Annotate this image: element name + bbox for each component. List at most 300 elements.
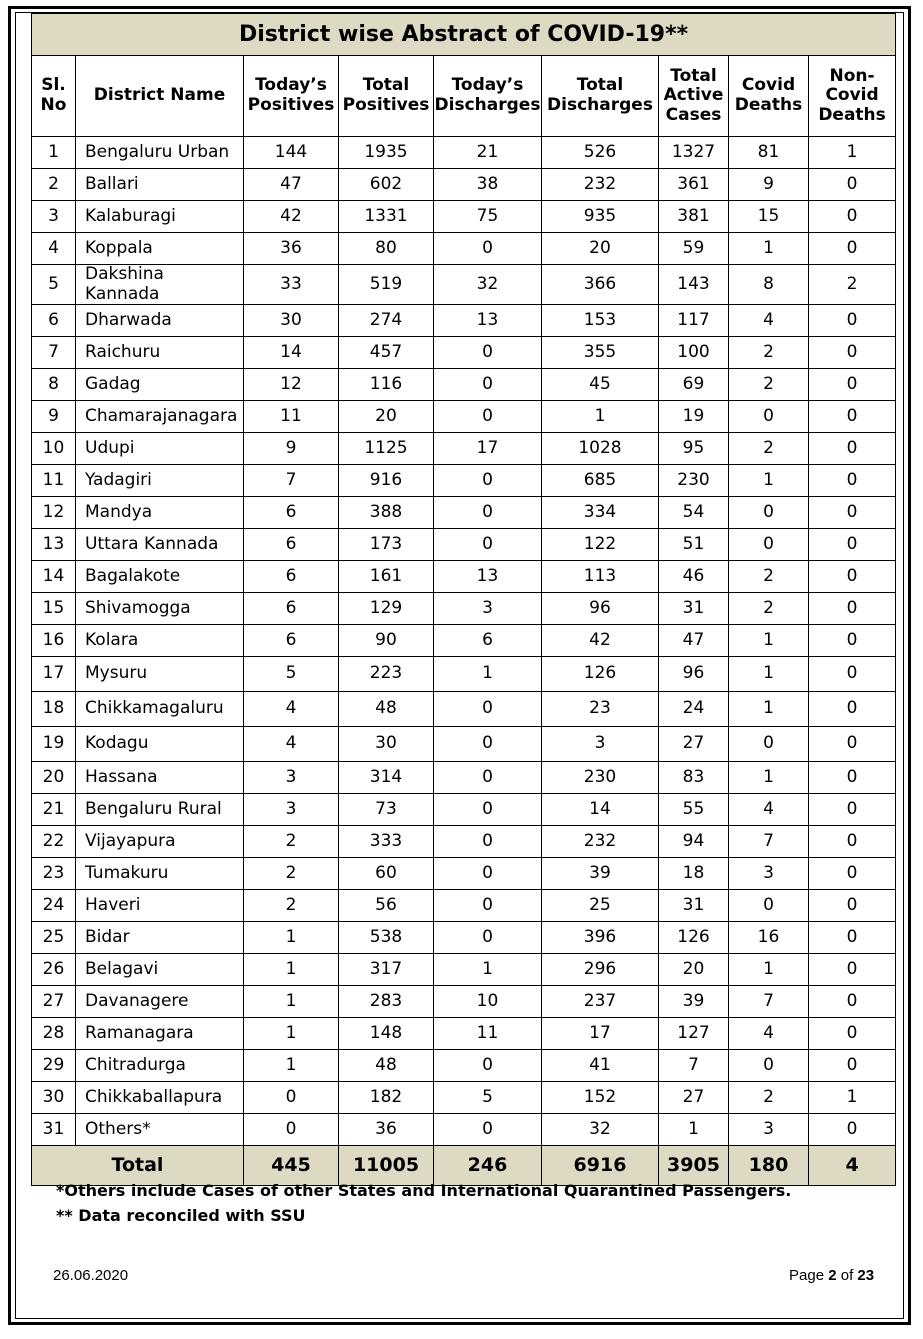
table-cell: 48 <box>339 692 434 727</box>
table-row <box>32 465 896 497</box>
table-cell: 0 <box>434 337 542 369</box>
table-cell: 30 <box>339 727 434 762</box>
table-cell: 6 <box>244 497 339 529</box>
table-cell: 0 <box>434 233 542 265</box>
total-cell: 3905 <box>659 1146 729 1186</box>
table-cell: 4 <box>32 233 76 265</box>
table-cell: 45 <box>542 369 659 401</box>
table-cell: 11 <box>244 401 339 433</box>
table-cell: 83 <box>659 762 729 794</box>
table-cell: 42 <box>244 201 339 233</box>
table-cell: 54 <box>659 497 729 529</box>
table-cell: 1331 <box>339 201 434 233</box>
table-cell: 126 <box>659 922 729 954</box>
table-cell: 1 <box>809 1082 896 1114</box>
table-cell: 126 <box>542 657 659 692</box>
table-cell: 0 <box>434 762 542 794</box>
table-cell: 48 <box>339 1050 434 1082</box>
table-cell: 0 <box>434 794 542 826</box>
table-row <box>32 890 896 922</box>
table-row <box>32 692 896 727</box>
report-date: 26.06.2020 <box>53 1267 129 1284</box>
table-cell: Kolara <box>76 625 244 657</box>
table-cell: 8 <box>729 265 809 305</box>
total-cell: 445 <box>244 1146 339 1186</box>
table-cell: 3 <box>729 1114 809 1146</box>
table-cell: 237 <box>542 986 659 1018</box>
table-cell: 17 <box>434 433 542 465</box>
table-cell: 33 <box>244 265 339 305</box>
table-cell: 144 <box>244 137 339 169</box>
table-cell: 90 <box>339 625 434 657</box>
total-cell: 11005 <box>339 1146 434 1186</box>
table-cell: 161 <box>339 561 434 593</box>
table-cell: 7 <box>729 986 809 1018</box>
table-cell: 388 <box>339 497 434 529</box>
table-cell: 7 <box>244 465 339 497</box>
table-cell: 36 <box>244 233 339 265</box>
table-cell: 148 <box>339 1018 434 1050</box>
table-cell: 122 <box>542 529 659 561</box>
table-cell: 0 <box>809 657 896 692</box>
table-row <box>32 201 896 233</box>
table-row <box>32 625 896 657</box>
table-cell: 4 <box>244 692 339 727</box>
table-cell: 6 <box>244 561 339 593</box>
table-cell: 17 <box>542 1018 659 1050</box>
table-cell: 519 <box>339 265 434 305</box>
table-row <box>32 1114 896 1146</box>
table-row <box>32 1018 896 1050</box>
table-cell: Hassana <box>76 762 244 794</box>
table-cell: 1 <box>542 401 659 433</box>
header-todays-discharges: Today’s Discharges <box>434 56 542 137</box>
table-cell: 230 <box>659 465 729 497</box>
total-cell: 4 <box>809 1146 896 1186</box>
table-cell: 39 <box>659 986 729 1018</box>
table-cell: 0 <box>809 169 896 201</box>
table-row <box>32 265 896 305</box>
table-cell: 152 <box>542 1082 659 1114</box>
table-cell: 7 <box>729 826 809 858</box>
table-cell: 30 <box>244 305 339 337</box>
table-cell: 24 <box>659 692 729 727</box>
table-cell: 31 <box>659 593 729 625</box>
table-cell: 10 <box>434 986 542 1018</box>
table-cell: 355 <box>542 337 659 369</box>
header-total-positives: Total Positives <box>339 56 434 137</box>
table-cell: Uttara Kannada <box>76 529 244 561</box>
table-cell: 1 <box>244 922 339 954</box>
table-cell: Raichuru <box>76 337 244 369</box>
table-cell: 3 <box>32 201 76 233</box>
table-cell: 2 <box>729 337 809 369</box>
table-cell: 100 <box>659 337 729 369</box>
total-cell: 246 <box>434 1146 542 1186</box>
table-row <box>32 561 896 593</box>
table-cell: Belagavi <box>76 954 244 986</box>
table-cell: 13 <box>32 529 76 561</box>
table-cell: 5 <box>434 1082 542 1114</box>
table-cell: 12 <box>32 497 76 529</box>
total-cell: 6916 <box>542 1146 659 1186</box>
table-cell: 8 <box>32 369 76 401</box>
table-cell: 232 <box>542 826 659 858</box>
table-cell: 13 <box>434 305 542 337</box>
table-cell: 0 <box>244 1082 339 1114</box>
table-row <box>32 954 896 986</box>
table-row <box>32 337 896 369</box>
table-row <box>32 593 896 625</box>
total-cell: 180 <box>729 1146 809 1186</box>
table-cell: 0 <box>809 625 896 657</box>
table-row <box>32 497 896 529</box>
table-cell: 21 <box>32 794 76 826</box>
table-cell: 32 <box>434 265 542 305</box>
table-cell: 2 <box>809 265 896 305</box>
table-cell: 1 <box>729 465 809 497</box>
table-cell: 117 <box>659 305 729 337</box>
total-label: Total <box>32 1146 244 1186</box>
header-todays-positives: Today’s Positives <box>244 56 339 137</box>
table-cell: 95 <box>659 433 729 465</box>
page-prefix: Page <box>789 1267 825 1284</box>
table-cell: Shivamogga <box>76 593 244 625</box>
table-cell: 2 <box>32 169 76 201</box>
page-current: 2 <box>828 1267 837 1284</box>
table-cell: 6 <box>244 593 339 625</box>
table-row <box>32 401 896 433</box>
table-cell: 1 <box>659 1114 729 1146</box>
table-cell: Davanagere <box>76 986 244 1018</box>
table-cell: Gadag <box>76 369 244 401</box>
table-cell: 20 <box>339 401 434 433</box>
table-cell: 11 <box>434 1018 542 1050</box>
table-cell: 1 <box>729 762 809 794</box>
table-cell: 80 <box>339 233 434 265</box>
table-cell: 6 <box>244 625 339 657</box>
table-cell: Kodagu <box>76 727 244 762</box>
table-cell: 457 <box>339 337 434 369</box>
table-cell: 0 <box>434 401 542 433</box>
table-cell: 0 <box>434 858 542 890</box>
table-cell: 0 <box>729 890 809 922</box>
table-cell: 334 <box>542 497 659 529</box>
table-cell: 29 <box>32 1050 76 1082</box>
table-row <box>32 794 896 826</box>
table-cell: 20 <box>659 954 729 986</box>
table-cell: Chikkaballapura <box>76 1082 244 1114</box>
table-cell: 0 <box>729 497 809 529</box>
table-cell: 0 <box>434 369 542 401</box>
table-cell: Bengaluru Urban <box>76 137 244 169</box>
table-cell: 10 <box>32 433 76 465</box>
table-cell: 4 <box>729 305 809 337</box>
table-cell: Yadagiri <box>76 465 244 497</box>
table-cell: 526 <box>542 137 659 169</box>
table-cell: 0 <box>729 401 809 433</box>
table-cell: 26 <box>32 954 76 986</box>
table-cell: 27 <box>659 727 729 762</box>
table-cell: 602 <box>339 169 434 201</box>
table-cell: 314 <box>339 762 434 794</box>
table-row <box>32 657 896 692</box>
table-cell: 27 <box>659 1082 729 1114</box>
header-covid-deaths: Covid Deaths <box>729 56 809 137</box>
table-cell: 47 <box>659 625 729 657</box>
table-cell: 274 <box>339 305 434 337</box>
table-cell: 0 <box>809 369 896 401</box>
table-cell: 0 <box>809 497 896 529</box>
table-cell: 0 <box>809 305 896 337</box>
table-cell: 2 <box>244 826 339 858</box>
table-cell: 32 <box>542 1114 659 1146</box>
table-cell: 381 <box>659 201 729 233</box>
table-cell: 1125 <box>339 433 434 465</box>
table-cell: 6 <box>434 625 542 657</box>
table-cell: 333 <box>339 826 434 858</box>
table-cell: 1 <box>729 954 809 986</box>
table-cell: 116 <box>339 369 434 401</box>
table-cell: 0 <box>809 433 896 465</box>
table-cell: 0 <box>434 497 542 529</box>
table-cell: 0 <box>809 692 896 727</box>
table-cell: 6 <box>32 305 76 337</box>
table-cell: 27 <box>32 986 76 1018</box>
table-cell: 1 <box>244 1050 339 1082</box>
page-of: of <box>840 1267 854 1284</box>
table-cell: 5 <box>244 657 339 692</box>
table-cell: 0 <box>729 529 809 561</box>
table-cell: 18 <box>32 692 76 727</box>
table-cell: 0 <box>809 1018 896 1050</box>
table-cell: 0 <box>809 201 896 233</box>
table-cell: 2 <box>729 369 809 401</box>
table-cell: 38 <box>434 169 542 201</box>
table-row <box>32 922 896 954</box>
table-cell: 20 <box>542 233 659 265</box>
table-cell: 0 <box>434 1050 542 1082</box>
table-cell: 143 <box>659 265 729 305</box>
table-cell: 9 <box>244 433 339 465</box>
table-cell: 538 <box>339 922 434 954</box>
table-cell: 0 <box>809 890 896 922</box>
table-cell: 36 <box>339 1114 434 1146</box>
table-row <box>32 1082 896 1114</box>
table-row <box>32 369 896 401</box>
table-cell: 23 <box>542 692 659 727</box>
table-cell: 47 <box>244 169 339 201</box>
table-cell: 0 <box>434 727 542 762</box>
table-cell: 11 <box>32 465 76 497</box>
table-cell: 15 <box>32 593 76 625</box>
table-cell: 4 <box>729 794 809 826</box>
header-non-covid-deaths: Non-Covid Deaths <box>809 56 896 137</box>
table-cell: 129 <box>339 593 434 625</box>
table-cell: 5 <box>32 265 76 305</box>
table-cell: Chamarajanagara <box>76 401 244 433</box>
table-cell: 1028 <box>542 433 659 465</box>
table-cell: 2 <box>244 890 339 922</box>
table-cell: 230 <box>542 762 659 794</box>
table-cell: 0 <box>809 593 896 625</box>
table-cell: 0 <box>434 465 542 497</box>
table-row <box>32 305 896 337</box>
total-row <box>32 1146 896 1186</box>
table-cell: Vijayapura <box>76 826 244 858</box>
table-cell: Chitradurga <box>76 1050 244 1082</box>
table-cell: 96 <box>659 657 729 692</box>
table-cell: 42 <box>542 625 659 657</box>
table-cell: 14 <box>244 337 339 369</box>
table-cell: 317 <box>339 954 434 986</box>
table-cell: 296 <box>542 954 659 986</box>
table-cell: 0 <box>809 986 896 1018</box>
table-cell: 3 <box>244 762 339 794</box>
footnote-reconciled: ** Data reconciled with SSU <box>56 1206 306 1225</box>
table-cell: 283 <box>339 986 434 1018</box>
table-cell: 916 <box>339 465 434 497</box>
table-cell: Tumakuru <box>76 858 244 890</box>
table-cell: 127 <box>659 1018 729 1050</box>
table-cell: 361 <box>659 169 729 201</box>
table-row <box>32 727 896 762</box>
table-cell: 1 <box>244 1018 339 1050</box>
table-cell: 1935 <box>339 137 434 169</box>
table-cell: 14 <box>542 794 659 826</box>
table-cell: Koppala <box>76 233 244 265</box>
table-cell: 0 <box>809 727 896 762</box>
table-cell: Haveri <box>76 890 244 922</box>
table-cell: 0 <box>809 401 896 433</box>
table-cell: 0 <box>809 1050 896 1082</box>
table-cell: 41 <box>542 1050 659 1082</box>
table-cell: 21 <box>434 137 542 169</box>
table-cell: 3 <box>244 794 339 826</box>
table-row <box>32 137 896 169</box>
table-cell: 69 <box>659 369 729 401</box>
table-cell: 0 <box>434 529 542 561</box>
table-cell: 28 <box>32 1018 76 1050</box>
table-cell: 1 <box>729 625 809 657</box>
table-cell: 24 <box>32 890 76 922</box>
table-cell: Ballari <box>76 169 244 201</box>
table-cell: 46 <box>659 561 729 593</box>
table-cell: 2 <box>729 561 809 593</box>
table-cell: 55 <box>659 794 729 826</box>
table-cell: 19 <box>659 401 729 433</box>
table-cell: 1327 <box>659 137 729 169</box>
table-cell: Dakshina Kannada <box>76 265 244 305</box>
header-row <box>32 56 896 137</box>
table-cell: Ramanagara <box>76 1018 244 1050</box>
table-cell: 22 <box>32 826 76 858</box>
table-cell: 2 <box>729 593 809 625</box>
page-number <box>789 1267 874 1284</box>
table-cell: 0 <box>809 337 896 369</box>
table-cell: 31 <box>32 1114 76 1146</box>
table-cell: 366 <box>542 265 659 305</box>
table-cell: 23 <box>32 858 76 890</box>
table-cell: 96 <box>542 593 659 625</box>
table-row <box>32 1050 896 1082</box>
table-cell: 0 <box>809 465 896 497</box>
table-cell: 0 <box>729 1050 809 1082</box>
table-cell: 1 <box>729 233 809 265</box>
table-cell: 1 <box>244 986 339 1018</box>
table-cell: 0 <box>434 922 542 954</box>
table-cell: 0 <box>809 233 896 265</box>
table-cell: 59 <box>659 233 729 265</box>
table-cell: 25 <box>32 922 76 954</box>
table-cell: Kalaburagi <box>76 201 244 233</box>
table-cell: 17 <box>32 657 76 692</box>
table-cell: 4 <box>729 1018 809 1050</box>
table-cell: Chikkamagaluru <box>76 692 244 727</box>
table-cell: 232 <box>542 169 659 201</box>
table-cell: 3 <box>434 593 542 625</box>
table-cell: 1 <box>434 657 542 692</box>
table-cell: 18 <box>659 858 729 890</box>
table-cell: 3 <box>542 727 659 762</box>
footnote-others: *Others include Cases of other States and International Quarantined Passengers. <box>56 1181 792 1200</box>
table-cell: 0 <box>809 858 896 890</box>
table-cell: 1 <box>729 657 809 692</box>
table-cell: 94 <box>659 826 729 858</box>
district-abstract-table <box>31 13 896 1186</box>
table-cell: Bengaluru Rural <box>76 794 244 826</box>
table-row <box>32 433 896 465</box>
table-row <box>32 233 896 265</box>
title-row <box>32 14 896 56</box>
table-cell: 1 <box>729 692 809 727</box>
table-cell: 7 <box>32 337 76 369</box>
table-cell: 0 <box>809 826 896 858</box>
table-cell: 0 <box>434 826 542 858</box>
table-cell: Bagalakote <box>76 561 244 593</box>
table-row <box>32 762 896 794</box>
table-row <box>32 169 896 201</box>
table-cell: 16 <box>729 922 809 954</box>
header-district-name: District Name <box>76 56 244 137</box>
table-cell: 396 <box>542 922 659 954</box>
table-cell: 14 <box>32 561 76 593</box>
table-cell: 0 <box>809 561 896 593</box>
table-cell: 75 <box>434 201 542 233</box>
table-cell: 81 <box>729 137 809 169</box>
table-cell: 60 <box>339 858 434 890</box>
table-cell: 2 <box>729 433 809 465</box>
table-cell: 12 <box>244 369 339 401</box>
header-sl-no: Sl. No <box>32 56 76 137</box>
table-cell: 0 <box>809 954 896 986</box>
table-cell: 30 <box>32 1082 76 1114</box>
table-cell: 56 <box>339 890 434 922</box>
table-cell: 13 <box>434 561 542 593</box>
table-cell: 0 <box>809 922 896 954</box>
table-cell: 0 <box>809 1114 896 1146</box>
table-cell: 0 <box>809 794 896 826</box>
table-cell: 16 <box>32 625 76 657</box>
header-total-active-cases: Total Active Cases <box>659 56 729 137</box>
table-cell: 73 <box>339 794 434 826</box>
table-cell: 2 <box>729 1082 809 1114</box>
table-cell: 685 <box>542 465 659 497</box>
table-cell: 0 <box>729 727 809 762</box>
table-cell: 20 <box>32 762 76 794</box>
table-cell: 15 <box>729 201 809 233</box>
table-cell: 153 <box>542 305 659 337</box>
